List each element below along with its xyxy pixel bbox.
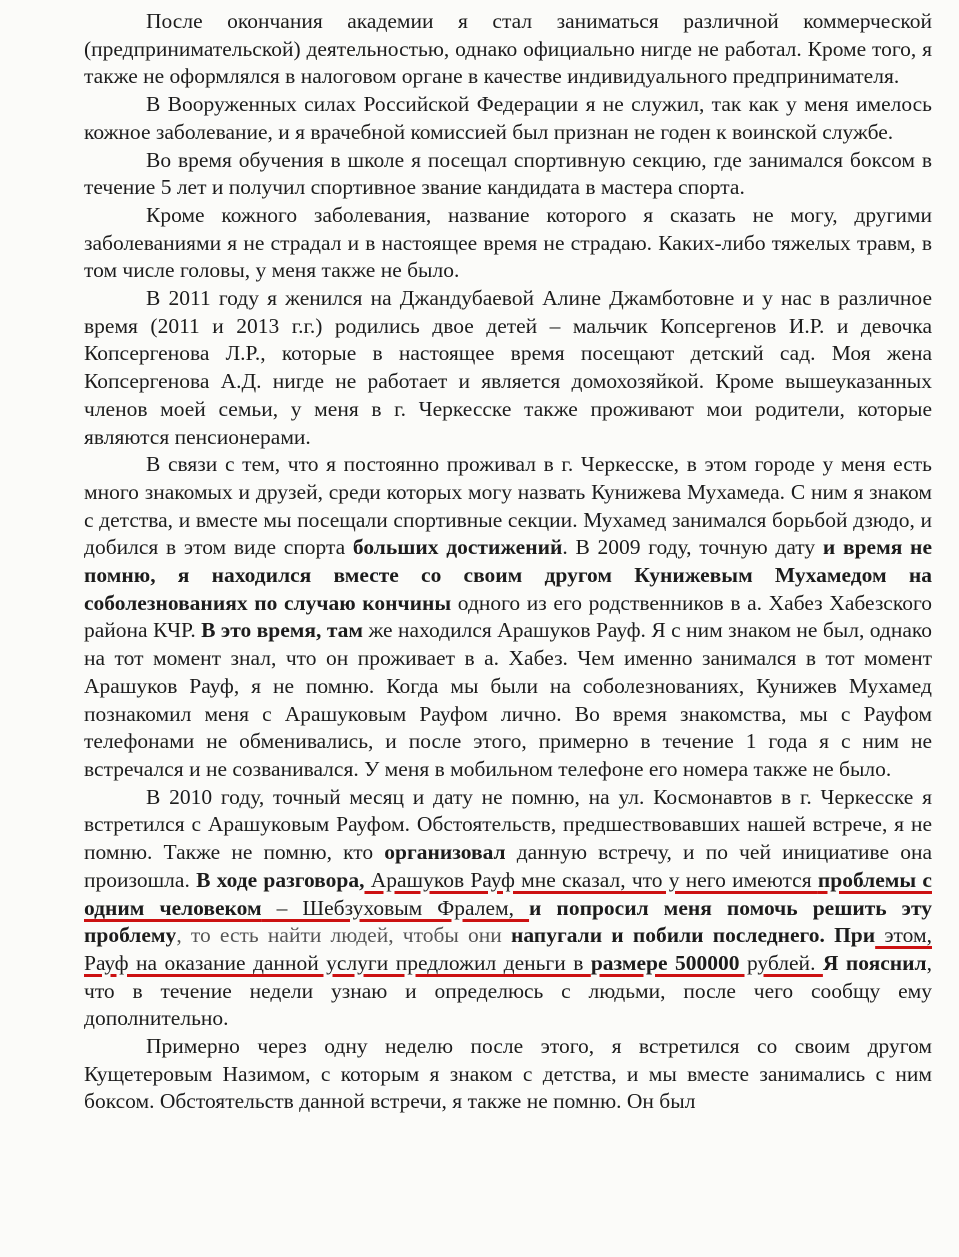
text-run: же находился Арашуков Рауф. Я с ним знаком не был, однако на тот момент знал, что он проживает в а. Хабез. Чем именно занимался в тот момент Арашуков Рауф, я не помню. Когда мы были на соболезнованиях, Кунижев Мухамед познакомил меня с Арашуковым Рауфом лично. Во время знакомства, мы с Рауфом телефонами не обменивались, и после этого, примерно в течение 1 года я с ним не встречался и не созванивался. У меня в мобильном телефоне его номера также не было. (84, 618, 932, 781)
paragraph: Примерно через одну неделю после этого, я встретился со своим другом Кущетеровым Назимом, с которым я знаком с детства, и мы вместе занимались с ним боксом. Обстоятельств данной встречи, я также не помню. Он был (84, 1034, 932, 1114)
bold-text-run: напугали и побили последнего. При (510, 923, 876, 948)
bold-text-run: организовал (384, 840, 506, 865)
paragraph: Кроме кожного заболевания, название которого я сказать не могу, другими заболеваниями я не страдал и в настоящее время не страдаю. Каких-либо тяжелых травм, в том числе головы, у меня также не было. (84, 202, 932, 283)
bold-text-run: и попросил меня помочь решить эту проблему (84, 895, 932, 948)
text-run: В 2010 году, точный месяц и дату не помню, на ул. Космонавтов в г. Черкесске я встретился с Арашуковым Рауфом. Обстоятельств, предшествовавших нашей встрече, я не помню. Также не помню, кто (84, 784, 932, 865)
underlined-bold-text-run: проблемы с одним человеком (84, 867, 932, 920)
text-run: одного из его родственников в а. Хабез Хабезского района КЧР. (84, 590, 932, 643)
text-run: , то есть найти людей, чтобы они (176, 923, 511, 948)
underlined-text-run: Арашуков Рауф мне сказал, что у него имеются (364, 867, 818, 892)
paragraph: Во время обучения в школе я посещал спортивную секцию, где занимался боксом в течение 5 лет и получил спортивное звание кандидата в мастера спорта. (84, 147, 932, 200)
bold-text-run: В это время, там (201, 618, 364, 643)
paragraph (84, 451, 932, 783)
underlined-text-run: рублей. (739, 950, 823, 975)
underlined-text-run: этом, Рауф на оказание данной услуги предложил деньги в (84, 923, 932, 975)
bold-text-run: В ходе разговора, (196, 867, 365, 892)
text-run: . В 2009 году, точную дату (562, 535, 823, 560)
paragraph: В 2011 году я женился на Джандубаевой Алине Джамботовне и у нас в различное время (2011 и 2013 г.г.) родились двое детей – мальчик Копсергенов И.Р. и девочка Копсергенова Л.Р., которые в настоящее время посещают детский сад. Моя жена Копсергенова А.Д. нигде не работает и является домохозяйкой. Кроме вышеуказанных членов моей семьи, у меня в г. Черкесске также проживают мои родители, которые являются пенсионерами. (84, 286, 932, 449)
text-run: , что в течение недели узнаю и определюсь с людьми, после чего сообщу ему дополнительно. (84, 950, 932, 1031)
document-body (84, 8, 932, 1116)
bold-text-run: Я пояснил (822, 950, 927, 975)
text-run: данную встречу, и по чей инициативе она произошла. (84, 840, 932, 892)
underlined-text-run: – Шебзуховым Фралем, (261, 895, 530, 920)
underlined-bold-text-run: размере 500000 (590, 950, 740, 975)
paragraph: В Вооруженных силах Российской Федерации я не служил, так как у меня имелось кожное заболевание, и я врачебной комиссией был признан не годен к воинской службе. (84, 92, 932, 144)
bold-text-run: и время не помню, я находился вместе со своим другом Кунижевым Мухамедом на соболезнованиях по случаю кончины (84, 535, 932, 615)
paragraph (84, 784, 932, 1033)
paragraph: После окончания академии я стал заниматься различной коммерческой (предпринимательской) деятельностью, однако официально нигде не работал. Кроме того, я также не оформлялся в налоговом органе в качестве индивидуального предпринимателя. (84, 9, 932, 89)
bold-text-run: больших достижений (352, 535, 563, 560)
text-run: В связи с тем, что я постоянно проживал в г. Черкесске, в этом городе у меня есть много знакомых и друзей, среди которых могу назвать Кунижева Мухамеда. С ним я знаком с детства, и вместе мы посещали спортивные секции. Мухамед занимался борьбой дзюдо, и добился в этом виде спорта (84, 452, 932, 560)
